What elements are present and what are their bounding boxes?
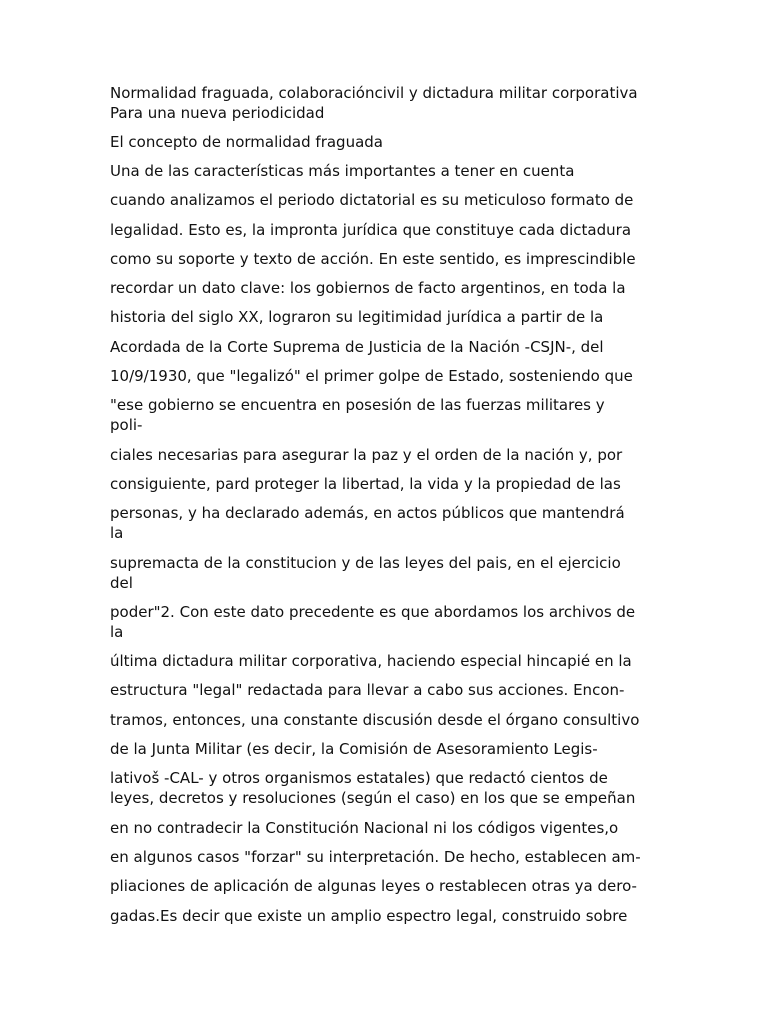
text-line: en algunos casos "forzar" su interpretación. De hecho, establecen am- [110,847,641,866]
text-line: consiguiente, pard proteger la libertad, la vida y la propiedad de las [110,474,621,493]
text-line: en no contradecir la Constitución Nacional ni los códigos vigentes,o [110,818,619,837]
text-line: legalidad. Esto es, la impronta jurídica que constituye cada dictadura [110,220,632,239]
text-line: estructura "legal" redactada para llevar a cabo sus acciones. Encon- [110,681,625,700]
text-line: pliaciones de aplicación de algunas leyes o restablecen otras ya dero- [110,877,637,896]
text-line: historia del siglo XX, lograron su legitimidad jurídica a partir de la [110,308,604,327]
document-title: Normalidad fraguada, colaboracióncivil y dictadura militar corporativa Para una nueva periodicidad [110,84,638,122]
text-line: tramos, entonces, una constante discusión desde el órgano consultivo [110,710,640,729]
text-line: poder"2. Con este dato precedente es que abordamos los archivos de la [110,602,636,641]
document-page [110,83,660,935]
text-line: supremacta de la constitucion y de las leyes del pais, en el ejercicio del [110,553,621,592]
text-line: 10/9/1930, que "legalizó" el primer golpe de Estado, sosteniendo que [110,367,633,386]
text-line: "ese gobierno se encuentra en posesión de las fuerzas militares y poli- [110,396,605,435]
text-line: cuando analizamos el periodo dictatorial es su meticuloso formato de [110,191,634,210]
section-title: El concepto de normalidad fraguada [110,133,383,151]
text-line: como su soporte y texto de acción. En este sentido, es imprescindible [110,249,636,268]
text-line: Una de las características más importantes a tener en cuenta [110,162,575,180]
text-line: última dictadura militar corporativa, haciendo especial hincapié en la [110,652,632,671]
text-line: lativoš -CAL- y otros organismos estatales) que redactó cientos de leyes, decretos y resoluciones (según el caso) en los que se empeñan [110,769,636,808]
text-line: personas, y ha declarado además, en actos públicos que mantendrá la [110,504,625,543]
text-line: Acordada de la Corte Suprema de Justicia de la Nación -CSJN-, del [110,337,604,356]
text-line: de la Junta Militar (es decir, la Comisión de Asesoramiento Legis- [110,740,598,759]
text-line: recordar un dato clave: los gobiernos de facto argentinos, en toda la [110,279,626,298]
body-text [110,161,660,926]
text-line: ciales necesarias para asegurar la paz y el orden de la nación y, por [110,445,623,464]
text-line: gadas.Es decir que existe un amplio espectro legal, construido sobre [110,906,628,925]
